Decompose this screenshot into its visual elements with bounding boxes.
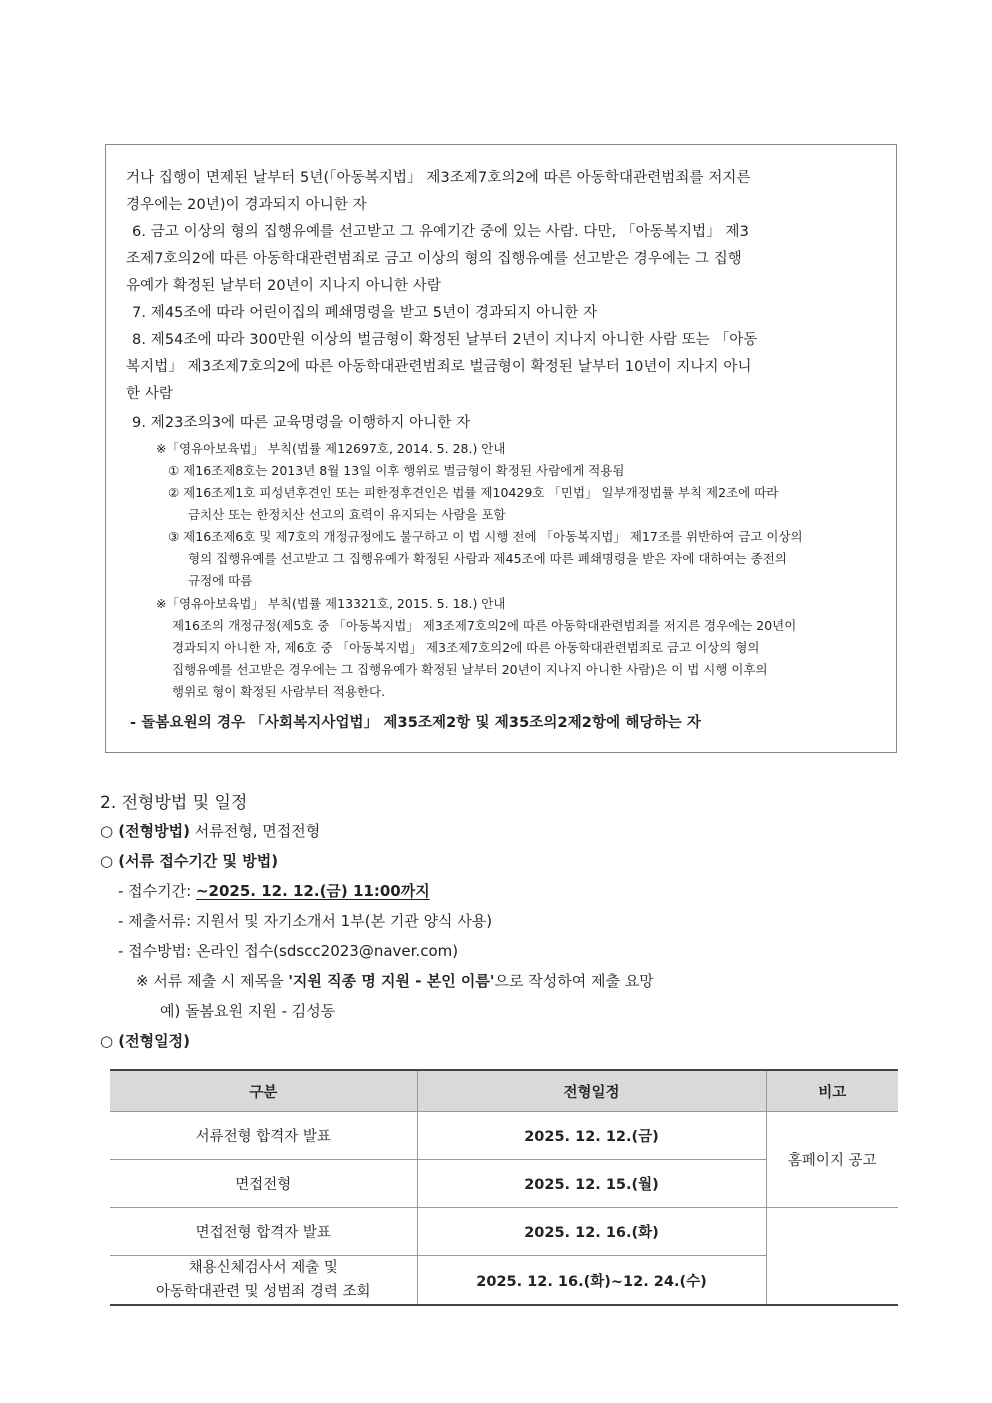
schedule-table bbox=[110, 1069, 898, 1306]
box-line-9: 한 사람 bbox=[126, 386, 174, 402]
table-header-row bbox=[110, 1070, 898, 1112]
date-cell: 2025. 12. 15.(월) bbox=[417, 1160, 766, 1208]
note2-line-2: 경과되지 아니한 자, 제6호 중 「아동복지법」 제3조제7호의2에 따른 아동학대관련범죄로 금고 이상의 형의 bbox=[172, 640, 760, 655]
box-line-4: 조제7호의2에 따른 아동학대관련범죄로 금고 이상의 형의 집행유예를 선고받은 경우에는 그 집행 bbox=[126, 251, 742, 267]
note1-item-3-cont-2: 규정에 따름 bbox=[188, 573, 253, 588]
title-note-suffix: 으로 작성하여 제출 요망 bbox=[494, 972, 654, 990]
period-line bbox=[118, 880, 430, 901]
schedule-label: ○ (전형일정) bbox=[100, 1032, 190, 1050]
date-cell: 2025. 12. 12.(금) bbox=[417, 1112, 766, 1160]
stage-line-2: 아동학대관련 및 성범죄 경력 조회 bbox=[155, 1284, 371, 1300]
submit-method-line: - 접수방법: 온라인 접수(sdscc2023@naver.com) bbox=[118, 942, 459, 960]
box-line-6: 7. 제45조에 따라 어린이집의 폐쇄명령을 받고 5년이 경과되지 아니한 자 bbox=[132, 305, 598, 321]
date-cell: 2025. 12. 16.(화)~12. 24.(수) bbox=[417, 1256, 766, 1306]
note2-title: ※「영유아보육법」 부칙(법률 제13321호, 2015. 5. 18.) 안내 bbox=[156, 596, 506, 611]
box-line-8: 복지법」 제3조제7호의2에 따른 아동학대관련범죄로 벌금형이 확정된 날부터 10년이 지나지 아니 bbox=[126, 359, 752, 375]
note1-item-3-cont-1: 형의 집행유예를 선고받고 그 집행유예가 확정된 사람과 제45조에 따른 폐쇄명령을 받은 자에 대하여는 종전의 bbox=[188, 551, 787, 566]
title-note-prefix: ※ 서류 제출 시 제목을 bbox=[136, 972, 289, 990]
note2-line-1: 제16조의 개정규정(제5호 중 「아동복지법」 제3조제7호의2에 따른 아동학대관련범죄를 저지른 경우에는 20년이 bbox=[172, 618, 797, 633]
note1-item-1: ① 제16조제8호는 2013년 8월 13일 이후 행위로 벌금형이 확정된 사람에게 적용됨 bbox=[168, 463, 625, 478]
note2-line-3: 집행유예를 선고받은 경우에는 그 집행유예가 확정된 날부터 20년이 지나지 아니한 사람)은 이 법 시행 이후의 bbox=[172, 662, 768, 677]
section-heading: 2. 전형방법 및 일정 bbox=[100, 793, 248, 813]
period-prefix: - 접수기간: bbox=[118, 882, 196, 900]
period-value: ~2025. 12. 12.(금) 11:00까지 bbox=[195, 882, 430, 900]
method-line bbox=[100, 820, 320, 841]
example-line: 예) 돌봄요원 지원 - 김성동 bbox=[160, 1002, 336, 1020]
disqualification-box bbox=[105, 144, 897, 753]
box-line-3: 6. 금고 이상의 형의 집행유예를 선고받고 그 유예기간 중에 있는 사람. 다만, 「아동복지법」 제3 bbox=[132, 224, 749, 240]
stage-cell: 서류전형 합격자 발표 bbox=[110, 1112, 417, 1160]
note-cell-empty bbox=[766, 1208, 898, 1306]
note1-title: ※「영유아보육법」 부칙(법률 제12697호, 2014. 5. 28.) 안내 bbox=[156, 441, 506, 456]
stage-line-1: 채용신체검사서 제출 및 bbox=[188, 1260, 338, 1276]
box-line-10: 9. 제23조의3에 따른 교육명령을 이행하지 아니한 자 bbox=[132, 415, 471, 431]
note1-item-3: ③ 제16조제6호 및 제7호의 개정규정에도 불구하고 이 법 시행 전에 「아동복지법」 제17조를 위반하여 금고 이상의 bbox=[168, 529, 803, 544]
box-line-1: 거나 집행이 면제된 날부터 5년(「아동복지법」 제3조제7호의2에 따른 아동학대관련범죄를 저지른 bbox=[126, 170, 751, 186]
title-note-format: '지원 직종 명 지원 - 본인 이름' bbox=[288, 972, 495, 990]
note2-line-4: 행위로 형이 확정된 사람부터 적용한다. bbox=[172, 684, 386, 699]
method-value: 서류전형, 면접전형 bbox=[189, 822, 321, 840]
box-line-5: 유예가 확정된 날부터 20년이 지나지 아니한 사람 bbox=[126, 278, 441, 294]
stage-cell: 면접전형 bbox=[110, 1160, 417, 1208]
table-row bbox=[110, 1208, 898, 1256]
header-note: 비고 bbox=[766, 1070, 898, 1112]
table-row bbox=[110, 1112, 898, 1160]
note1-item-2-cont: 금치산 또는 한정치산 선고의 효력이 유지되는 사람을 포함 bbox=[188, 507, 506, 522]
care-worker-line: - 돌봄요원의 경우 「사회복지사업법」 제35조제2항 및 제35조의2제2항에 해당하는 자 bbox=[130, 715, 702, 731]
note1-item-2: ② 제16조제1호 피성년후견인 또는 피한정후견인은 법률 제10429호 「민법」 일부개정법률 부칙 제2조에 따라 bbox=[168, 485, 779, 500]
submit-docs-line: - 제출서류: 지원서 및 자기소개서 1부(본 기관 양식 사용) bbox=[118, 912, 493, 930]
stage-cell: 면접전형 합격자 발표 bbox=[110, 1208, 417, 1256]
stage-cell bbox=[110, 1256, 417, 1306]
header-date: 전형일정 bbox=[417, 1070, 766, 1112]
method-label: ○ (전형방법) bbox=[100, 822, 190, 840]
box-line-7: 8. 제54조에 따라 300만원 이상의 벌금형이 확정된 날부터 2년이 지나지 아니한 사람 또는 「아동 bbox=[132, 332, 758, 348]
date-cell: 2025. 12. 16.(화) bbox=[417, 1208, 766, 1256]
title-note-line bbox=[136, 970, 654, 991]
docs-label: ○ (서류 접수기간 및 방법) bbox=[100, 852, 279, 870]
note-cell: 홈페이지 공고 bbox=[766, 1112, 898, 1208]
box-line-2: 경우에는 20년)이 경과되지 아니한 자 bbox=[126, 197, 367, 213]
header-stage: 구분 bbox=[110, 1070, 417, 1112]
